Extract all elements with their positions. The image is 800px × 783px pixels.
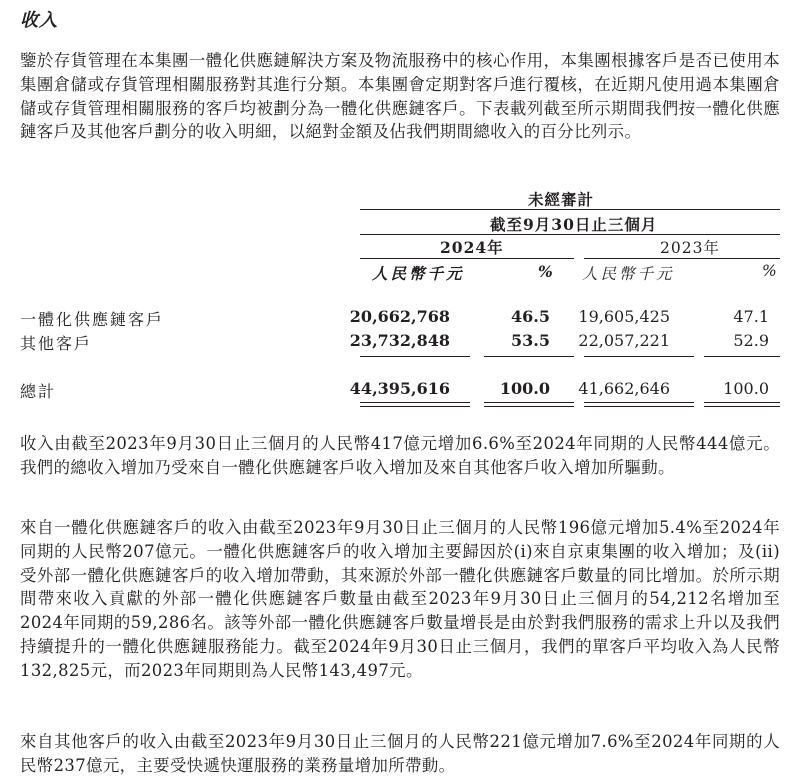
total-label: 總計 <box>20 382 57 401</box>
total-double-rule <box>584 406 694 407</box>
section-title: 收入 <box>20 10 58 31</box>
unit-label-current: 人民幣千元 <box>372 264 465 283</box>
total-double-rule <box>484 406 574 407</box>
total-double-rule <box>704 406 780 407</box>
total-double-rule <box>360 402 470 403</box>
pct-2024: 46.5 <box>511 307 550 326</box>
header-rule-mid <box>360 234 780 235</box>
total-double-rule <box>360 406 470 407</box>
subtotal-rule <box>484 356 574 357</box>
header-unaudited: 未經審計 <box>528 190 595 209</box>
total-double-rule <box>484 402 574 403</box>
total-double-rule <box>704 402 780 403</box>
year-prior: 2023年 <box>660 239 720 257</box>
year-current: 2024年 <box>440 238 504 257</box>
paragraph-integrated-customers: 來自一體化供應鏈客戶的收入由截至2023年9月30日止三個月的人民幣196億元增加5.4%至2024年同期的人民幣207億元。一體化供應鏈客戶的收入增加主要歸因於(i)來自京東集團的收入增加；及(ii)受外部一體化供應鏈客戶的收入增加帶動，其來源於外部一體化供應鏈客戶數量的同比增加。於所示期間帶來收入貢獻的外部一體化供應鏈客戶數量由截至2023年9月30日止三個月的54,212名增加至2024年同期的59,286名。該等外部一體化供應鏈客戶數量增長是由於對我們服務的需求上升以及我們持續提升的一體化供應鏈服務能力。截至2024年9月30日止三個月，我們的單客戶平均收入為人民幣132,825元，而2023年同期則為人民幣143,497元。 <box>20 518 780 680</box>
subtotal-rule <box>704 356 780 357</box>
percent-label-current: % <box>538 262 553 281</box>
paragraph-other-customers: 來自其他客戶的收入由截至2023年9月30日止三個月的人民幣221億元增加7.6%至2024年同期的人民幣237億元，主要受快遞快運服務的業務量增加所帶動。 <box>20 732 780 775</box>
pct-2024: 53.5 <box>511 331 550 350</box>
total-pct-2024: 100.0 <box>499 379 550 398</box>
intro-paragraph: 鑒於存貨管理在本集團一體化供應鏈解決方案及物流服務中的核心作用，本集團根據客戶是否已使用本集團倉儲或存貨管理相關服務對其進行分類。本集團會定期對客戶進行覆核，在近期凡使用過本集團倉儲或存貨管理相關服務的客戶均被劃分為一體化供應鏈客戶。下表載列截至所示期間我們按一體化供應鏈客戶及其他客戶劃分的收入明細，以絕對金額及佔我們期間總收入的百分比列示。 <box>20 51 780 142</box>
row-label: 一體化供應鏈客戶 <box>20 310 165 329</box>
amount-2024: 20,662,768 <box>349 307 450 326</box>
row-label: 其他客戶 <box>20 334 93 353</box>
pct-2023: 47.1 <box>733 307 769 326</box>
header-rule-top <box>360 209 780 210</box>
total-amount-2024: 44,395,616 <box>349 379 450 398</box>
header-period: 截至9月30日止三個月 <box>490 215 658 234</box>
total-double-rule <box>584 402 694 403</box>
amount-2024: 23,732,848 <box>349 331 450 350</box>
unit-label-prior: 人民幣千元 <box>582 265 675 283</box>
total-amount-2023: 41,662,646 <box>578 379 670 398</box>
year-rule-current <box>360 258 574 259</box>
subtotal-rule <box>360 356 470 357</box>
pct-2023: 52.9 <box>733 331 769 350</box>
amount-2023: 22,057,221 <box>578 331 670 350</box>
subtotal-rule <box>584 356 694 357</box>
total-pct-2023: 100.0 <box>723 379 769 398</box>
amount-2023: 19,605,425 <box>578 307 670 326</box>
paragraph-total-revenue: 收入由截至2023年9月30日止三個月的人民幣417億元增加6.6%至2024年同期的人民幣444億元。我們的總收入增加乃受來自一體化供應鏈客戶收入增加及來自其他客戶收入增加所驅動。 <box>20 434 780 477</box>
year-rule-prior <box>584 258 780 259</box>
percent-label-prior: % <box>762 262 777 280</box>
